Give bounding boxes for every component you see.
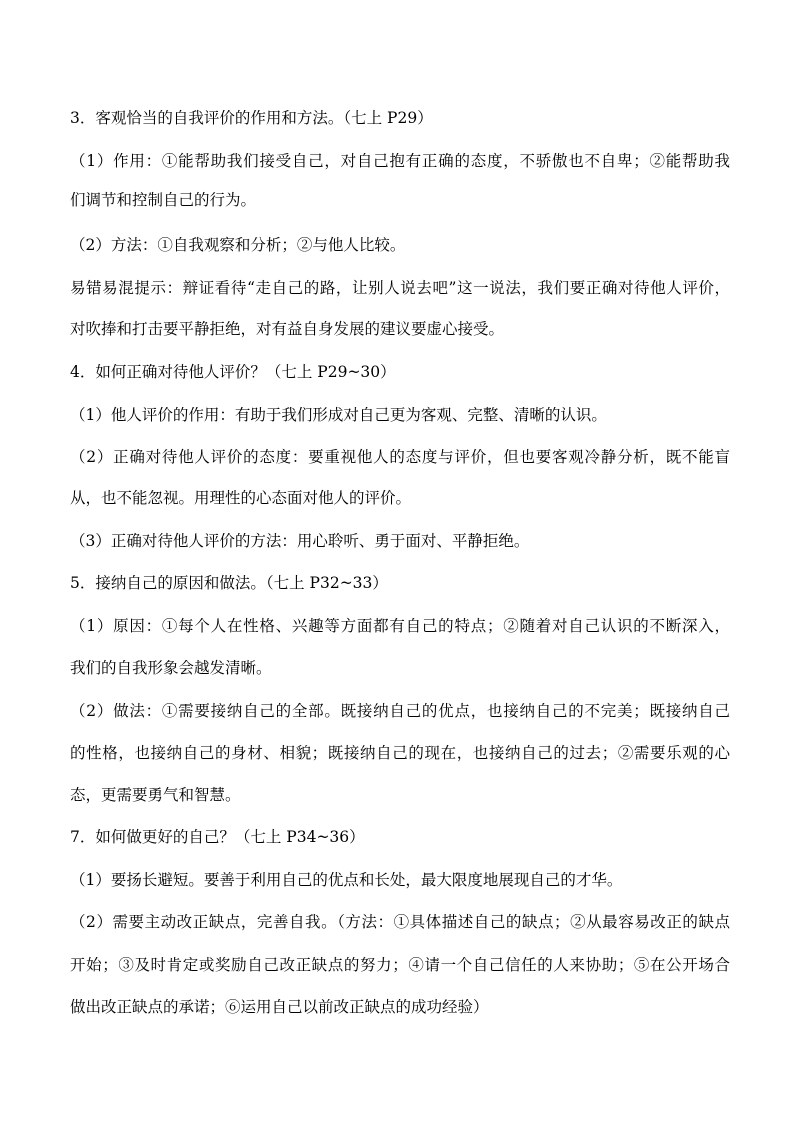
paragraph-line: （2）方法：①自我观察和分析；②与他人比较。 bbox=[70, 236, 406, 254]
paragraph-line: （2）需要主动改正缺点，完善自我。（方法：①具体描述自己的缺点；②从最容易改正的缺点 bbox=[70, 913, 730, 931]
heading-3: 3．客观恰当的自我评价的作用和方法。（七上 P29） bbox=[70, 109, 433, 127]
paragraph-line: （1）他人评价的作用：有助于我们形成对自己更为客观、完整、清晰的认识。 bbox=[70, 406, 607, 424]
paragraph-line: 们调节和控制自己的行为。 bbox=[70, 191, 257, 209]
paragraph-line: （1）作用：①能帮助我们接受自己，对自己抱有正确的态度，不骄傲也不自卑；②能帮助我 bbox=[70, 152, 730, 170]
heading-5: 5．接纳自己的原因和做法。（七上 P32~33） bbox=[70, 574, 388, 592]
paragraph-line: （1）原因：①每个人在性格、兴趣等方面都有自己的特点；②随着对自己认识的不断深入， bbox=[70, 617, 730, 635]
paragraph-line: （2）正确对待他人评价的态度：要重视他人的态度与评价，但也要客观冷静分析，既不能盲 bbox=[70, 448, 730, 466]
paragraph-line: 我们的自我形象会越发清晰。 bbox=[70, 659, 272, 677]
tip-line: 易错易混提示：辩证看待“走自己的路，让别人说去吧”这一说法，我们要正确对待他人评价， bbox=[70, 279, 730, 297]
paragraph-line: 态，更需要勇气和智慧。 bbox=[70, 786, 241, 804]
paragraph-line: （1）要扬长避短。要善于利用自己的优点和长处，最大限度地展现自己的才华。 bbox=[70, 871, 623, 889]
tip-line: 对吹捧和打击要平静拒绝，对有益自身发展的建议要虚心接受。 bbox=[70, 320, 505, 338]
heading-7: 7．如何做更好的自己？（七上 P34~36） bbox=[70, 828, 365, 846]
paragraph-line: 的性格，也接纳自己的身材、相貌；既接纳自己的现在，也接纳自己的过去；②需要乐观的心 bbox=[70, 744, 730, 762]
paragraph-line: （2）做法：①需要接纳自己的全部。既接纳自己的优点，也接纳自己的不完美；既接纳自己 bbox=[70, 702, 730, 720]
heading-4: 4．如何正确对待他人评价？（七上 P29~30） bbox=[70, 363, 396, 381]
paragraph-line: 做出改正缺点的承诺；⑥运用自己以前改正缺点的成功经验） bbox=[70, 998, 489, 1016]
paragraph-line: 从，也不能忽视。用理性的心态面对他人的评价。 bbox=[70, 489, 412, 507]
paragraph-line: （3）正确对待他人评价的方法：用心聆听、勇于面对、平静拒绝。 bbox=[70, 532, 530, 550]
paragraph-line: 开始；③及时肯定或奖励自己改正缺点的努力；④请一个自己信任的人来协助；⑤在公开场合 bbox=[70, 956, 730, 974]
